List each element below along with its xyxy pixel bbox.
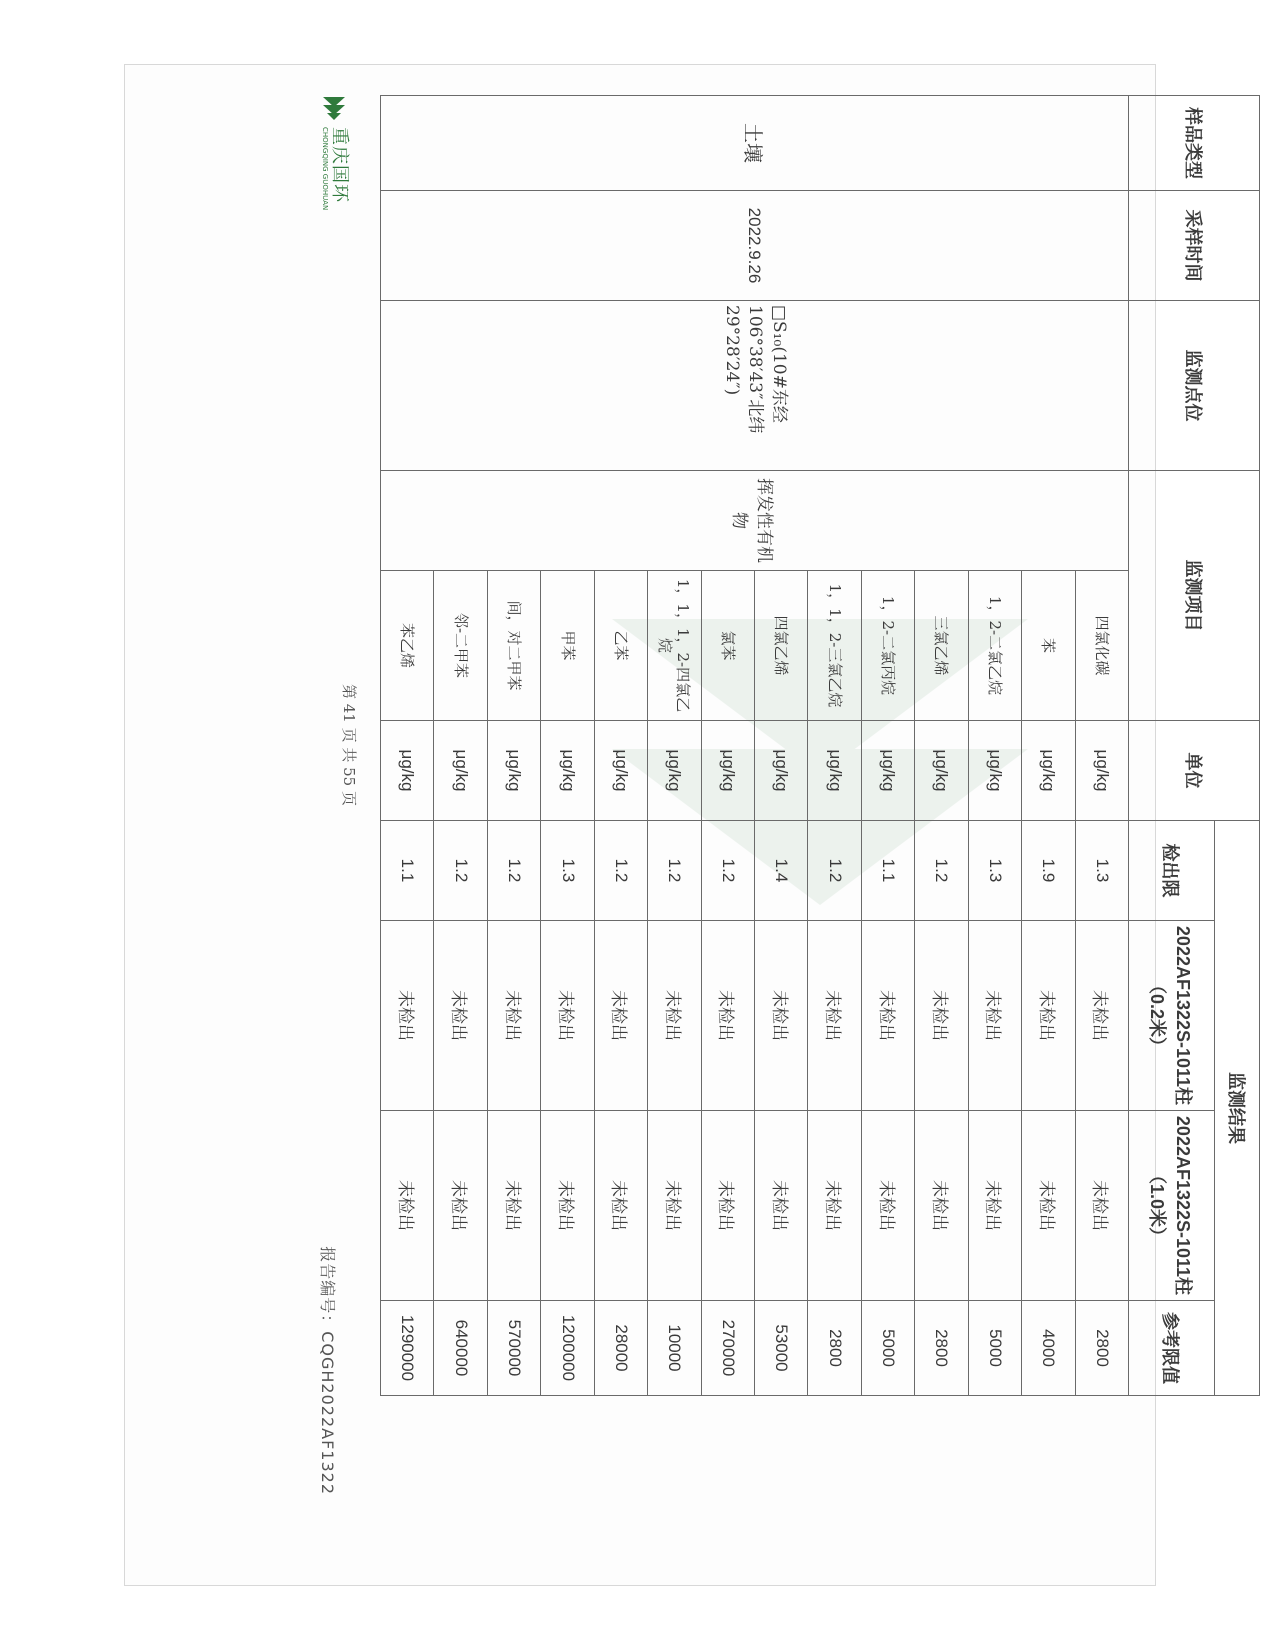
cell-ref-limit: 5000 [968,1301,1021,1396]
cell-result-2: 未检出 [701,1111,754,1301]
report-number-label: 报告编号： [318,1246,337,1332]
cell-unit: μg/kg [1075,721,1128,821]
cell-site: □S₁₀(10#东经106°38′43″北纬29°28′24″) [381,301,1129,471]
cell-result-2: 未检出 [968,1111,1021,1301]
cell-item: 1，2-二氯丙烷 [861,571,914,721]
cell-result-1: 未检出 [594,921,647,1111]
cell-result-2: 未检出 [755,1111,808,1301]
rotated-page-content [240,95,1260,1525]
report-number-value: CQGH2022AF1322 [318,1331,337,1495]
header-sample-type: 样品类型 [1128,96,1259,191]
cell-result-2: 未检出 [381,1111,434,1301]
cell-limit-detect: 1.9 [1022,821,1075,921]
cell-result-1: 未检出 [434,921,487,1111]
cell-result-1: 未检出 [915,921,968,1111]
cell-result-1: 未检出 [1075,921,1128,1111]
header-results: 监测结果 [1214,821,1259,1396]
cell-unit: μg/kg [487,721,540,821]
cell-result-2: 未检出 [487,1111,540,1301]
cell-limit-detect: 1.4 [755,821,808,921]
table-row [1075,96,1128,1396]
header-item: 监测项目 [1128,471,1259,721]
cell-limit-detect: 1.2 [434,821,487,921]
cell-item-group: 挥发性有机物 [381,471,1129,571]
cell-ref-limit: 2800 [1075,1301,1128,1396]
cell-unit: μg/kg [648,721,701,821]
cell-limit-detect: 1.1 [861,821,914,921]
cell-item: 邻-二甲苯 [434,571,487,721]
header-col2: 2022AF1322S-1011柱（1.0米） [1128,1111,1214,1301]
cell-item: 甲苯 [541,571,594,721]
cell-item: 三氯乙烯 [915,571,968,721]
cell-unit: μg/kg [541,721,594,821]
cell-limit-detect: 1.3 [541,821,594,921]
cell-result-2: 未检出 [648,1111,701,1301]
monitoring-results-table [380,95,1260,1396]
header-unit: 单位 [1128,721,1259,821]
cell-ref-limit: 270000 [701,1301,754,1396]
cell-item: 四氯乙烯 [755,571,808,721]
cell-result-1: 未检出 [701,921,754,1111]
cell-unit: μg/kg [861,721,914,821]
company-logo [321,95,348,210]
cell-limit-detect: 1.2 [648,821,701,921]
cell-unit: μg/kg [755,721,808,821]
cell-ref-limit: 4000 [1022,1301,1075,1396]
cell-limit-detect: 1.2 [594,821,647,921]
cell-result-1: 未检出 [487,921,540,1111]
cell-item: 苯 [1022,571,1075,721]
cell-limit-detect: 1.3 [1075,821,1128,921]
cell-unit: μg/kg [701,721,754,821]
cell-result-2: 未检出 [861,1111,914,1301]
cell-ref-limit: 570000 [487,1301,540,1396]
cell-item: 1，1，1，2-四氯乙烷 [648,571,701,721]
cell-result-2: 未检出 [1022,1111,1075,1301]
header-ref: 参考限值 [1128,1301,1214,1396]
cell-limit-detect: 1.3 [968,821,1021,921]
cell-unit: μg/kg [434,721,487,821]
cell-result-2: 未检出 [1075,1111,1128,1301]
cell-result-1: 未检出 [808,921,861,1111]
cell-limit-detect: 1.2 [808,821,861,921]
cell-item: 间，对二甲苯 [487,571,540,721]
header-col1: 2022AF1322S-1011柱（0.2米） [1128,921,1214,1111]
cell-item: 苯乙烯 [381,571,434,721]
cell-limit-detect: 1.2 [701,821,754,921]
cell-unit: μg/kg [968,721,1021,821]
cell-result-1: 未检出 [755,921,808,1111]
cell-ref-limit: 28000 [594,1301,647,1396]
logo-en: CHONGQING GUOHUAN [321,127,329,211]
cell-item: 乙苯 [594,571,647,721]
cell-item: 氯苯 [701,571,754,721]
cell-ref-limit: 2800 [808,1301,861,1396]
cell-result-2: 未检出 [808,1111,861,1301]
cell-unit: μg/kg [594,721,647,821]
header-limit-detect: 检出限 [1128,821,1214,921]
header-sample-time: 采样时间 [1128,191,1259,301]
cell-item: 四氯化碳 [1075,571,1128,721]
cell-result-1: 未检出 [541,921,594,1111]
cell-item: 1，1，2-三氯乙烷 [808,571,861,721]
header-site: 监测点位 [1128,301,1259,471]
cell-result-1: 未检出 [648,921,701,1111]
cell-result-2: 未检出 [915,1111,968,1301]
report-number [317,1246,340,1495]
cell-sample-time: 2022.9.26 [381,191,1129,301]
cell-unit: μg/kg [915,721,968,821]
cell-unit: μg/kg [381,721,434,821]
cell-ref-limit: 2800 [915,1301,968,1396]
cell-limit-detect: 1.2 [487,821,540,921]
logo-cn: 重庆国环 [329,127,350,203]
cell-result-1: 未检出 [968,921,1021,1111]
cell-unit: μg/kg [808,721,861,821]
cell-result-1: 未检出 [861,921,914,1111]
cell-sample-type: 土壤 [381,96,1129,191]
page-footer: 第 41 页 共 55 页 [340,683,358,806]
cell-limit-detect: 1.1 [381,821,434,921]
cell-unit: μg/kg [1022,721,1075,821]
cell-ref-limit: 1290000 [381,1301,434,1396]
cell-result-2: 未检出 [541,1111,594,1301]
cell-ref-limit: 53000 [755,1301,808,1396]
cell-result-2: 未检出 [594,1111,647,1301]
cell-ref-limit: 640000 [434,1301,487,1396]
cell-ref-limit: 1200000 [541,1301,594,1396]
cell-limit-detect: 1.2 [915,821,968,921]
cell-result-2: 未检出 [434,1111,487,1301]
cell-result-1: 未检出 [1022,921,1075,1111]
cell-ref-limit: 10000 [648,1301,701,1396]
logo-icon [322,95,348,121]
cell-ref-limit: 5000 [861,1301,914,1396]
cell-item: 1，2-二氯乙烷 [968,571,1021,721]
cell-result-1: 未检出 [381,921,434,1111]
